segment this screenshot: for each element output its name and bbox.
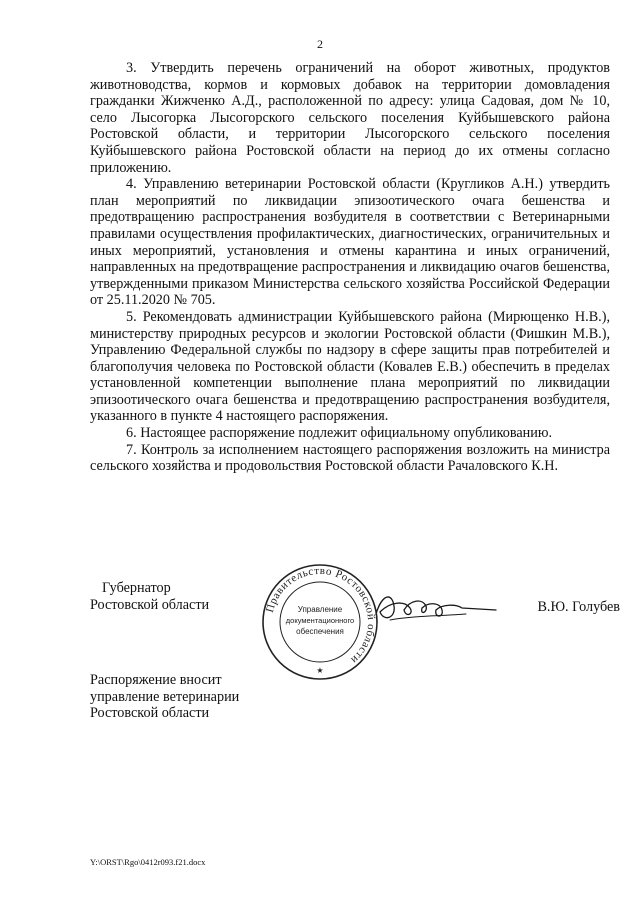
signature-scribble <box>370 588 500 628</box>
paragraph-4: 4. Управлению ветеринарии Ростовской области (Кругликов А.Н.) утвердить план мероприятий по ликвидации эпизоотического очага бешенства и предотвращению распространения возбудителя в соответствии с Ветеринарными правилами осуществления профилактических, диагностических, ограничительных и иных мероприятий, установления и отмены карантина и иных ограничений, направленных на предотвращение распространения и ликвидацию очагов бешенства, утвержденными приказом Министерства сельского хозяйства Российской Федерации от 25.11.2020 № 705. <box>90 176 610 309</box>
signature-block <box>90 564 620 675</box>
paragraph-5: 5. Рекомендовать администрации Куйбышевского района (Мирющенко Н.В.), министерству природных ресурсов и экологии Ростовской области (Фишкин М.В.), Управлению Федеральной службы по надзору в сфере защиты прав потребителей и благополучия человека по Ростовской области (Ковалев Е.В.) обеспечить в пределах установленной компетенции выполнение плана мероприятий по ликвидации эпизоотического очага бешенства и предотвращению распространения возбудителя, указанного в пункте 4 настоящего распоряжения. <box>90 308 610 425</box>
official-seal <box>260 562 380 682</box>
seal-center-line3: обеспечения <box>296 627 344 636</box>
governor-title-line1: Губернатор <box>102 580 171 596</box>
governor-title-line2: Ростовской области <box>90 596 210 613</box>
paragraph-3: 3. Утвердить перечень ограничений на оборот животных, продуктов животноводства, кормов и кормовых добавок на территории домовладения гражданки Жижченко А.Д., расположенной по адресу: улица Садовая, дом № 10, село Лысогорка Лысогорского сельского поселения Куйбышевского района Ростовской области, и территории Лысогорского сельского поселения Куйбышевского района Ростовской области на период до их отмены согласно приложению. <box>90 60 610 176</box>
submitter-line3: Ростовской области <box>90 705 210 722</box>
seal-center-line1: Управление <box>297 605 343 614</box>
governor-title <box>90 580 209 613</box>
submitter-block <box>90 672 239 722</box>
seal-star-icon: ★ <box>316 666 324 675</box>
page-number: 2 <box>317 37 323 51</box>
seal-center-line2: документационного <box>285 616 355 625</box>
paragraph-6: 6. Настоящее распоряжение подлежит официальному опубликованию. <box>126 425 553 442</box>
submitter-line1: Распоряжение вносит <box>90 672 222 688</box>
governor-name: В.Ю. Голубев <box>537 599 620 615</box>
submitter-line2: управление ветеринарии <box>90 688 240 705</box>
document-body <box>90 60 610 475</box>
paragraph-7: 7. Контроль за исполнением настоящего распоряжения возложить на министра сельского хозяйства и продовольствия Ростовской области Рачаловского К.Н. <box>90 441 610 475</box>
seal-ring-text: Правительство Ростовской области <box>263 564 378 667</box>
footer-file-path: Y:\ORST\Rgo\0412r093.f21.docx <box>90 857 206 867</box>
